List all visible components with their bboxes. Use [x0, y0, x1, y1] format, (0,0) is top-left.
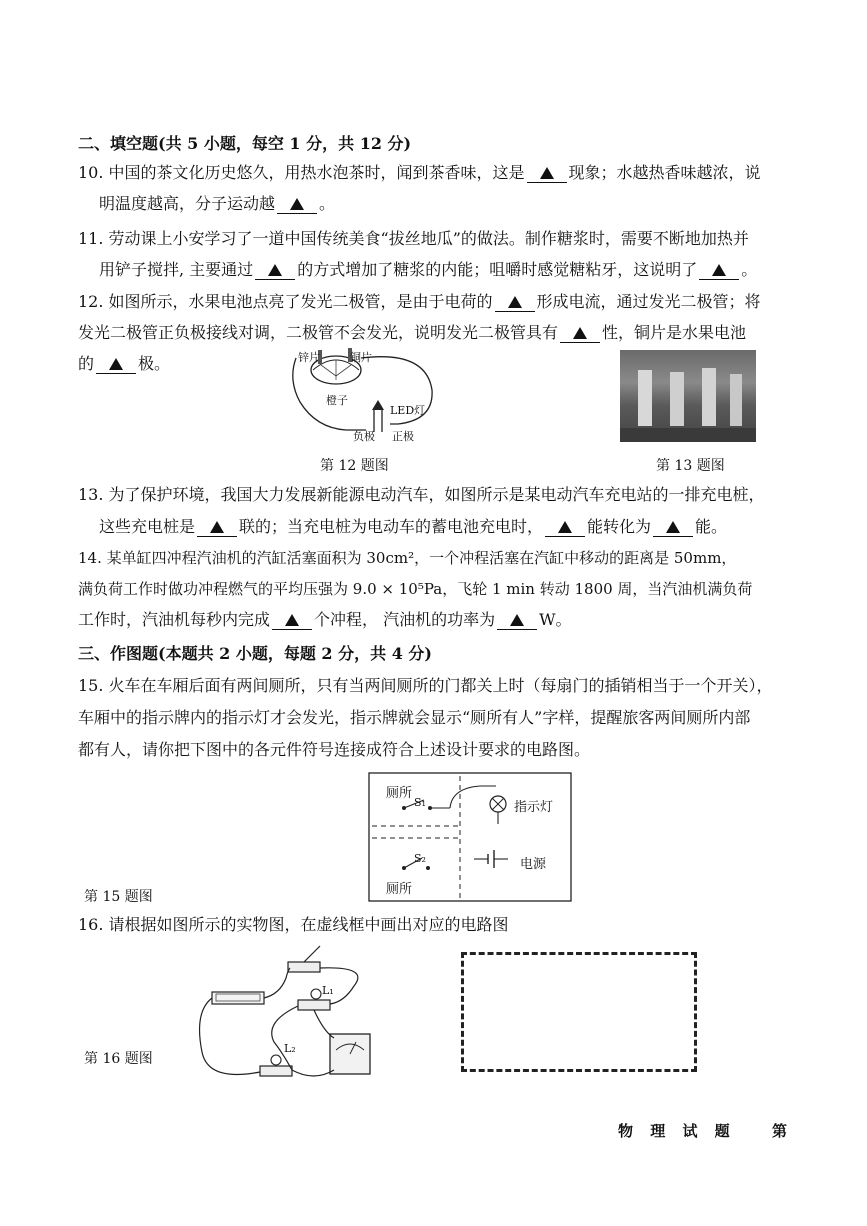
question-text: 能转化为: [587, 517, 652, 536]
question-text: 的: [78, 354, 95, 373]
question-text: 10. 中国的茶文化历史悠久，用热水泡茶时，闻到茶香味，这是: [78, 163, 525, 182]
question-12-line-1: [78, 291, 761, 313]
power-label: 电源: [520, 857, 547, 872]
question-10-line-2: [99, 193, 335, 215]
question-text: 的方式增加了糖浆的内能；咀嚼时感觉糖粘牙，这说明了: [297, 260, 698, 279]
question-text: 这些充电桩是: [99, 517, 196, 536]
indicator-lamp-label: 指示灯: [514, 800, 554, 815]
orange-label: 橙子: [326, 394, 348, 407]
question-text: 12. 如图所示，水果电池点亮了发光二极管，是由于电荷的: [78, 292, 493, 311]
question-15-line-2: 车厢中的指示牌内的指示灯才会发光，指示牌就会显示“厕所有人”字样，提醒旅客两间厕所内部: [78, 708, 751, 727]
answer-blank[interactable]: [495, 293, 535, 312]
question-text: 工作时，汽油机每秒内完成: [78, 610, 271, 629]
positive-label: 正极: [392, 430, 414, 443]
answer-drawing-box[interactable]: [461, 952, 697, 1072]
switch-s1-label: S₁: [414, 796, 426, 809]
answer-blank[interactable]: [272, 611, 312, 630]
question-text: W。: [539, 610, 572, 629]
charging-station-photo: [620, 350, 756, 442]
answer-blank[interactable]: [527, 164, 567, 183]
physical-circuit-figure: [194, 942, 394, 1092]
question-text: 明温度越高，分子运动越: [99, 194, 276, 213]
question-14-line-1: 14. 某单缸四冲程汽油机的汽缸活塞面积为 30cm²，一个冲程活塞在汽缸中移动的距离是 50mm，: [78, 549, 737, 567]
triangle-icon: [540, 167, 554, 179]
answer-blank[interactable]: [560, 324, 600, 343]
negative-label: 负极: [353, 430, 375, 443]
answer-blank[interactable]: [277, 195, 317, 214]
question-12-line-3: [78, 353, 170, 375]
triangle-icon: [290, 198, 304, 210]
footer-page: 第: [772, 1122, 794, 1140]
toilet-1-label: 厕所: [386, 786, 413, 801]
question-15-line-3: 都有人，请你把下图中的各元件符号连接成符合上述设计要求的电路图。: [78, 740, 591, 759]
question-13-line-2: [99, 516, 727, 538]
triangle-icon: [510, 614, 524, 626]
figure-13-caption: 第 13 题图: [656, 458, 725, 474]
question-text: 形成电流，通过发光二极管；将: [536, 292, 761, 311]
triangle-icon: [508, 296, 522, 308]
figure-16-caption: 第 16 题图: [84, 1051, 153, 1067]
question-text: 个冲程， 汽油机的功率为: [314, 610, 496, 629]
answer-blank[interactable]: [497, 611, 537, 630]
answer-blank[interactable]: [96, 355, 136, 374]
question-text: 性，铜片是水果电池: [602, 323, 747, 342]
question-text: 发光二极管正负极接线对调，二极管不会发光，说明发光二极管具有: [78, 323, 559, 342]
question-text: 用铲子搅拌, 主要通过: [99, 260, 254, 279]
triangle-icon: [573, 327, 587, 339]
triangle-icon: [210, 521, 224, 533]
question-14-line-2: 满负荷工作时做功冲程燃气的平均压强为 9.0 × 10⁵Pa，飞轮 1 min 转动 1800 周，当汽油机满负荷: [78, 580, 753, 598]
lamp-l2-label: L₂: [284, 1042, 296, 1055]
figure-15-caption: 第 15 题图: [84, 889, 153, 905]
question-15-line-1: 15. 火车在车厢后面有两间厕所，只有当两间厕所的门都关上时（每扇门的插销相当于一个开关），: [78, 676, 773, 695]
answer-blank[interactable]: [545, 518, 585, 537]
triangle-icon: [285, 614, 299, 626]
triangle-icon: [268, 264, 282, 276]
question-text: 。: [319, 194, 336, 213]
triangle-icon: [109, 358, 123, 370]
triangle-icon: [558, 521, 572, 533]
question-13-line-1: 13. 为了保护环境，我国大力发展新能源电动汽车，如图所示是某电动汽车充电站的一排充电桩，: [78, 485, 765, 504]
question-16-line-1: 16. 请根据如图所示的实物图，在虚线框中画出对应的电路图: [78, 915, 509, 934]
triangle-icon: [666, 521, 680, 533]
toilet-2-label: 厕所: [386, 882, 413, 897]
answer-blank[interactable]: [197, 518, 237, 537]
question-text: 能。: [695, 517, 728, 536]
copper-label: 铜片: [350, 351, 372, 364]
answer-blank[interactable]: [255, 261, 295, 280]
question-14-line-3: [78, 609, 572, 631]
triangle-icon: [712, 264, 726, 276]
question-11-line-1: 11. 劳动课上小安学习了一道中国传统美食“拔丝地瓜”的做法。制作糖浆时，需要不断地加热并: [78, 229, 749, 248]
question-text: 。: [741, 260, 758, 279]
question-10-line-1: [78, 162, 761, 184]
figure-12-caption: 第 12 题图: [320, 458, 389, 474]
question-text: 极。: [138, 354, 171, 373]
answer-blank[interactable]: [653, 518, 693, 537]
switch-s2-label: S₂: [414, 852, 426, 865]
lamp-l1-label: L₁: [322, 984, 334, 997]
section-title: 三、作图题(本题共 2 小题，每题 2 分，共 4 分): [78, 644, 432, 663]
zinc-label: 锌片: [298, 351, 320, 364]
section-title: 二、填空题(共 5 小题，每空 1 分，共 12 分): [78, 134, 412, 153]
question-11-line-2: [99, 259, 757, 281]
question-text: 联的；当充电桩为电动车的蓄电池充电时，: [239, 517, 544, 536]
answer-blank[interactable]: [699, 261, 739, 280]
led-label: LED灯: [390, 404, 426, 417]
question-text: 现象；水越热香味越浓，说: [568, 163, 761, 182]
footer-subject: 物 理 试 题: [618, 1122, 736, 1140]
